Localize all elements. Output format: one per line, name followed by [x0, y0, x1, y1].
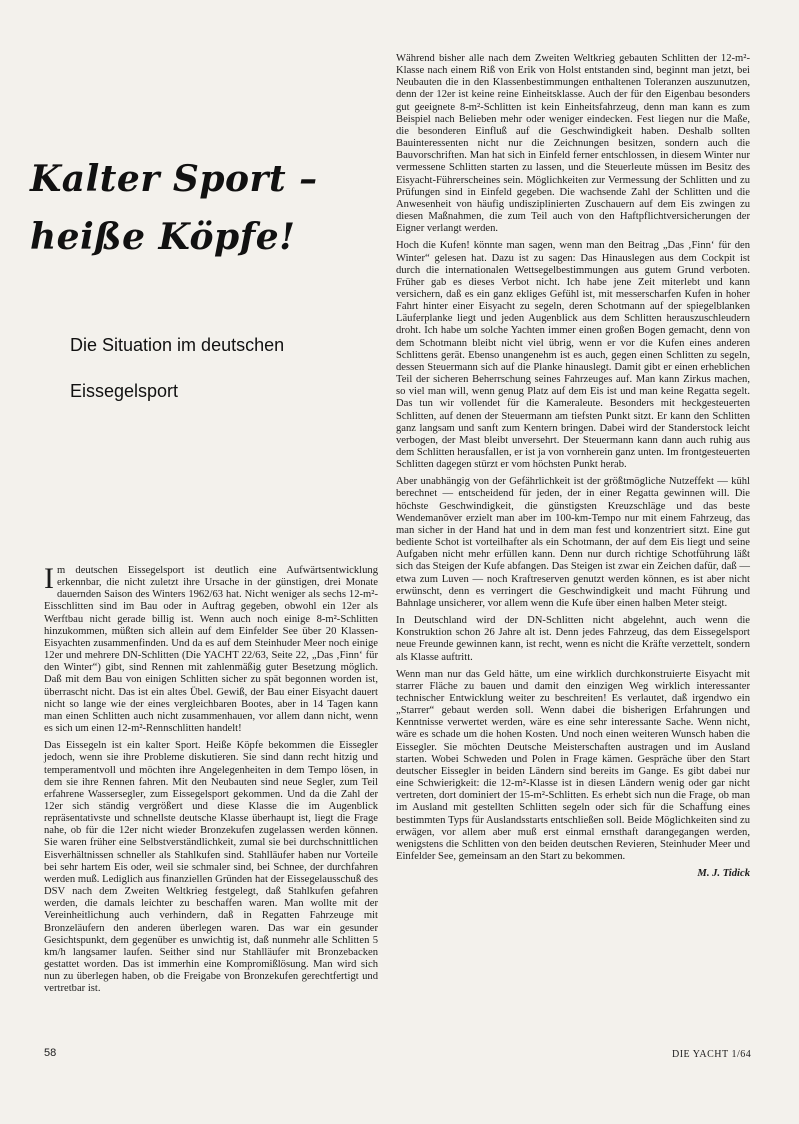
article-title	[30, 150, 360, 266]
body-paragraph: Aber unabhängig von der Gefährlichkeit ist der größtmögliche Nutzeffekt — kühl berechnet — entscheidend für jeden, der in einer Regatta gewinnen will. Die höchste Geschwindigkeit, die günstigsten Kreuzschläge und das beste Wendemanöver erzielt man aber im 100-km-Tempo nur mit einem Fahrzeug, das man sicher in der Hand hat und in dem man fest und konzentriert sitzt. Eine gut bediente Schot ist vorteilhafter als ein Schotmann, der auf dem Eis liegt und seine Aufgaben nicht mehr erfüllen kann. Denn nur durch richtige Schotführung läßt sich das Steigen der Kufe abfangen. Das Steigen ist zwar ein Zeichen dafür, daß — etwa zum Luven — noch Kraftreserven genutzt werden können, es ist aber nicht erwünscht, denn es verringert die Geschwindigkeit und macht Führung und Bahnlage unsicherer, vor allem wenn die Kufe über einen halben Meter steigt.	[396, 476, 750, 609]
body-paragraph: Hoch die Kufen! könnte man sagen, wenn man den Beitrag „Das ‚Finn‘ für den Winter“ gelesen hat. Dazu ist zu sagen: Das Hinauslegen aus dem Cockpit ist durch die internationalen Wettsegelbestimmungen aus gutem Grund verboten. Früher gab es dieses Verbot nicht. Ich habe jene Zeit miterlebt und kann versichern, daß es ein ganz ekliges Gefühl ist, mit messerscharfen Kufen in hoher Fahrt hinter einer Eisyacht zu segeln, deren Schotmann auf der spiegelblanken Läuferplanke liegt und jeden Augenblick aus dem Schlitten herauszuschleudern droht. Ich habe um solche Yachten immer einen großen Bogen gemacht, denn von dem Schotmann bleibt nicht viel übrig, wenn er vor die Kufen eines anderen Schlittens gerät. Ebenso unangenehm ist es auch, gegen einen Schlitten zu segeln, dessen Steuermann sich auf die Planke hinauslegt. Damit gibt er einen erheblichen Teil der sicheren Beherrschung seines Fahrzeuges auf. Man kann Zirkus machen, so viel man will, wenn genug Platz auf dem Eis ist und man keine Regatta segelt. Das tun wir vollendet für die Kameraleute. Besonders mit heckgesteuerten Schlitten, auf denen der Steuermann am tiefsten Punkt sitzt. Er kann den Schlitten ganz langsam und sanft zum Kentern bringen. Dabei wird der Standerstock leicht verbogen, der Mast bleibt unversehrt. Der Steuermann kann dann auch ruhig aus dem Schlitten herausfallen, er ist ja von vornherein ganz unten. Im frontgesteuerten Schlitten dagegen stürzt er vom höchsten Punkt herab.	[396, 240, 750, 471]
article-subtitle	[70, 322, 370, 414]
title-line-1: Kalter Sport –	[30, 158, 318, 200]
right-column	[396, 53, 750, 885]
body-paragraph: Wenn man nur das Geld hätte, um eine wirklich durchkonstruierte Eisyacht mit starrer Fläche zu bauen und damit den einzigen Weg wirklich interessanter technischer Entwicklung weiter zu beschreiten! Es verlautet, daß irgendwo ein „Starrer“ gebaut werden soll. Wenn dabei die bisherigen Erfahrungen und Kenntnisse verwertet werden, wäre es eine sehr interessante Sache. Wenn nicht, wäre es schade um die hohen Kosten. Und noch einen weiteren Wunsch haben die Eissegler. Sie möchten Deutsche Meisterschaften austragen und im Ausland starten. Wobei Schweden und Polen in Frage kämen. Gespräche über den Start deutscher Eissegler in beiden Ländern sind bereits im Gange. Es gibt dabei nur eine Schwierigkeit: die 12-m²-Klasse ist in diesen Ländern wenig oder gar nicht vertreten, dort dominiert der 15-m²-Schlitten. Es erhebt sich nun die Frage, ob man im Ausland mit gestellten Schlitten segeln oder sich für die Schaffung eines bestimmten Typs für Auslandsstarts entschließen soll. Beide Möglichkeiten sind zu erwägen, vor allem aber muß erst einmal ernsthaft darangegangen werden, wenigstens die Schlitten von den beiden deutschen Revieren, Steinhuder Meer und Einfelder See, gemeinsam an den Start zu bekommen.	[396, 668, 750, 862]
issue-label: DIE YACHT 1/64	[672, 1049, 752, 1060]
body-paragraph: Während bisher alle nach dem Zweiten Weltkrieg gebauten Schlitten der 12-m²-Klasse nach einem Riß von Erik von Holst entstanden sind, beginnt man jetzt, bei Neubauten die in den Klassenbestimmungen enthaltenen Toleranzen auszunutzen, denn der 12er ist keine reine Einheitsklasse. Auch der für den Eigenbau besonders gut geeignete 8-m²-Schlitten ist kein Einheitsfahrzeug, denn man kann es zum Beispiel nach Belieben mehr oder weniger eindecken. Fest liegen nur die Maße, die besonderen Einfluß auf die Geschwindigkeit haben. Deshalb sollten Bauinteressenten nicht nur die Zeichnungen besitzen, sondern auch die Bauvorschriften. Man hat sich in Einfeld ferner entschlossen, in diesem Winter nur vermessene Schlitten starten zu lassen, und die Steuerleute müssen im Besitz des Eisyacht-Führerscheines sein. Möglichkeiten zur Vermessung der Schlitten und zu Prüfungen sind in Einfeld gegeben. Die wachsende Zahl der Schlitten und die Anwesenheit von häufig undisziplinierten Zuschauern auf dem Eis zwingen zu diesen Maßnahmen, die zum Teil auch von den Haftpflichtversicherungen der Eigner verlangt werden.	[396, 53, 750, 235]
drop-cap: I	[44, 562, 54, 595]
left-column	[44, 562, 378, 1000]
author-signature: M. J. Tidick	[697, 868, 750, 880]
page-number: 58	[44, 1047, 57, 1059]
body-paragraph: Im deutschen Eissegelsport ist deutlich eine Aufwärtsentwicklung erkennbar, die nicht zuletzt ihre Ursache in der günstigen, drei Monate dauernden Saison des Winters 1962/63 hat. Nicht weniger als sechs 12-m²-Eisschlitten sind im Bau oder in Auftrag gegeben, obwohl ein 12er als Werftbau nicht gerade billig ist. Wenn auch noch einige 8-m²-Schlitten hinzukommen, müßten sich allein auf dem Einfelder See über 20 Klassen-Eisyachten zusammenfinden. Und da es auf dem Steinhuder Meer noch einige 12er und mehrere DN-Schlitten (Die YACHT 22/63, Seite 22, „Das ‚Finn‘ für den Winter“) gibt, sind Rennen mit zahlenmäßig guter Besetzung möglich. Daß mit dem Bau von einigen Schlitten sicher zu spät begonnen worden ist, überrascht nicht. Das ist ein altes Übel. Gewiß, der Bau einer Eisyacht dauert nicht so lange wie der eines vergleichbaren Bootes, aber in 14 Tagen kann man einen Schlitten auch nicht zusammenhauen, vor allem dann nicht, wenn es sich um einen 12-m²-Rennschlitten handelt!	[44, 562, 378, 735]
title-line-2: heiße Köpfe!	[30, 216, 296, 258]
subtitle-line-1: Die Situation im deutschen	[70, 335, 285, 355]
body-paragraph: Das Eissegeln ist ein kalter Sport. Heiße Köpfe bekommen die Eissegler jedoch, wenn sie ihre Probleme diskutieren. Sie sind dann recht hitzig und temperamentvoll und möchten ihre Angelegenheiten in dem Tempo lösen, in dem sie ihre Rennen fahren. Mit den Neubauten sind neue Segler, zum Teil erfahrene Wassersegler, zum Eissegelsport gekommen. Und da die Zahl der 12er sich ständig vergrößert und diese Klasse die im Augenblick repräsentativste und schnellste deutsche Klasse überhaupt ist, liegt die Frage nahe, ob für die 12er nicht wieder Bronzekufen zugelassen werden können. Sie waren früher eine Selbstverständlichkeit, zumal sie bei durchschnittlichen Eisverhältnissen schneller als Stahlkufen sind. Stahlläufer haben nur Vorteile bei sehr hartem Eis oder, weil sie schmaler sind, bei Schnee, der durchfahren werden muß. Lediglich aus finanziellen Gründen hat der Eissegelausschuß des DSV nach dem Zweiten Weltkrieg festgelegt, daß Stahlkufen gefahren werden, die damals leichter zu beschaffen waren. Man wollte mit der Vereinheitlichung auch verhindern, daß in Regatten Fahrzeuge mit Bronzeläufern den anderen überlegen waren. Das war ein gesunder Gesichtspunkt, dem gegenüber es unwichtig ist, daß nunmehr alle Schlitten 5 km/h langsamer laufen. Seither sind nur Stahlläufer mit Bronzebacken gestattet worden. Das ist immerhin eine Kompromißlösung. Man wird sich nun zu überlegen haben, ob die Freigabe von Bronzekufen gerechtfertigt und vertretbar ist.	[44, 740, 378, 995]
body-paragraph: In Deutschland wird der DN-Schlitten nicht abgelehnt, auch wenn die Konstruktion schon 26 Jahre alt ist. Denn jedes Fahrzeug, das dem Eissegelsport neue Freunde gewinnen kann, ist recht, wenn es nicht die Kräfte verzettelt, sondern als Klasse auftritt.	[396, 615, 750, 663]
subtitle-line-2: Eissegelsport	[70, 381, 179, 401]
